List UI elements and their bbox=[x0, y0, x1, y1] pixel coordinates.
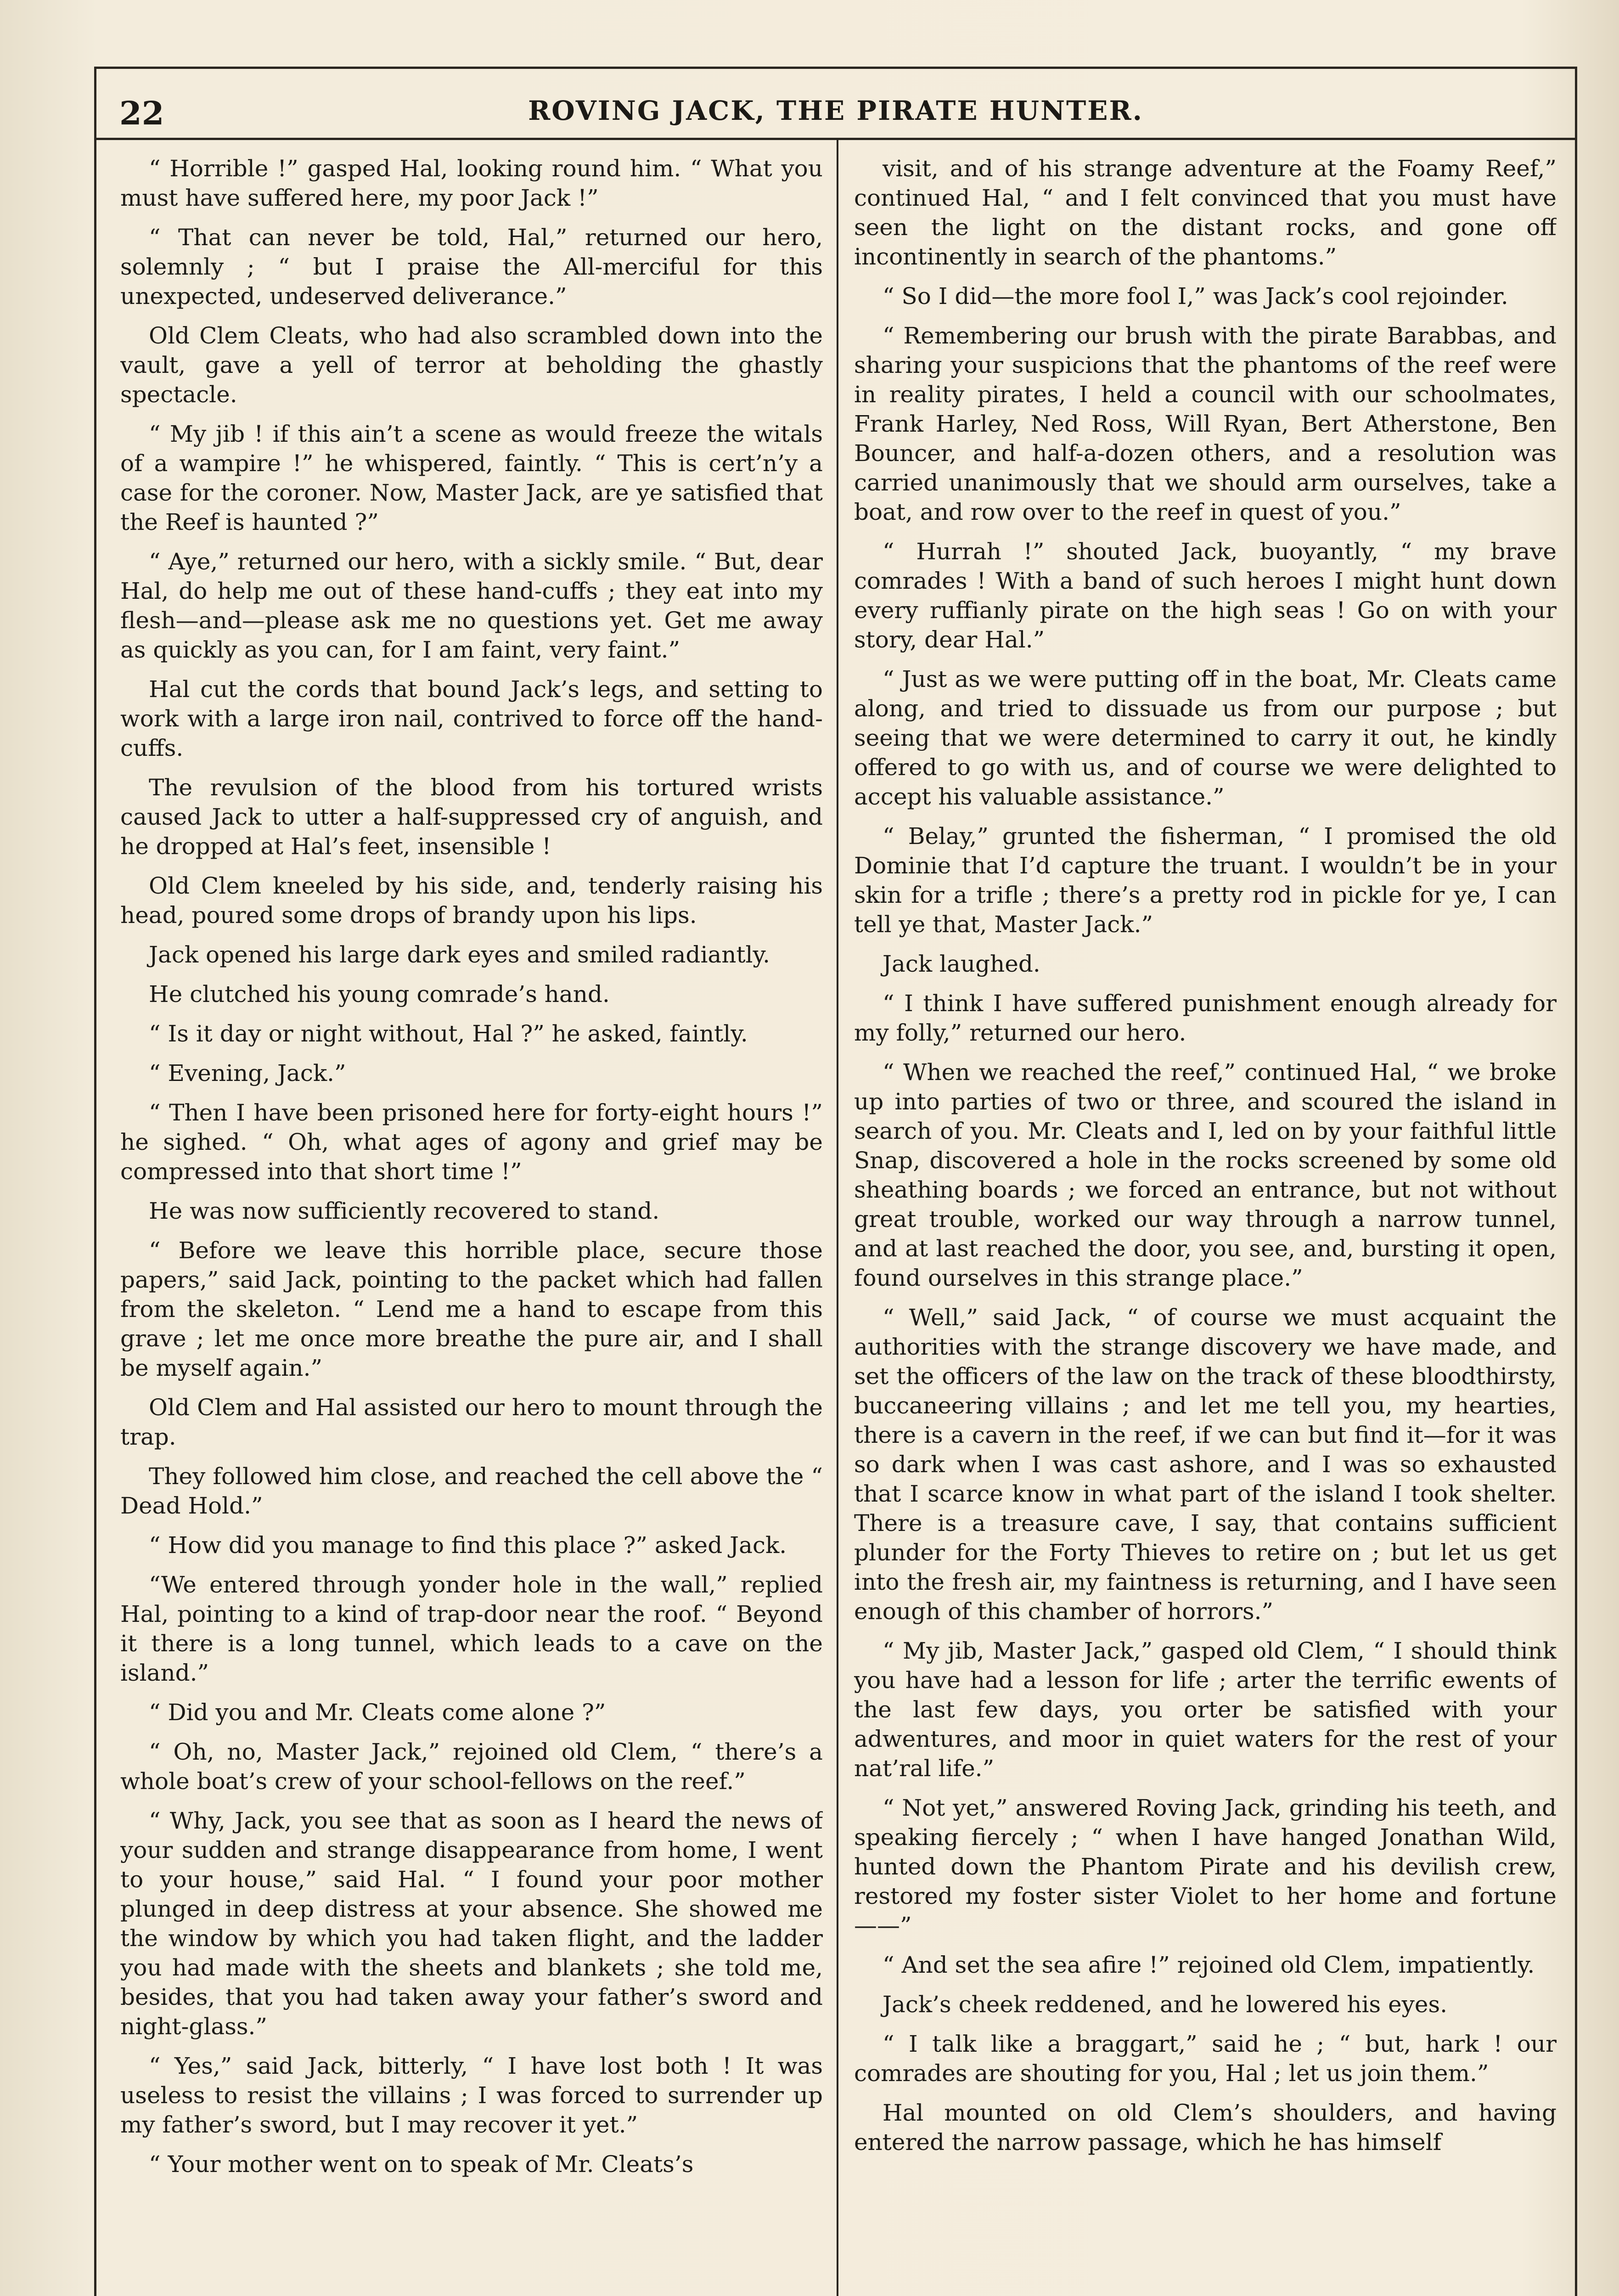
paragraph: Jack opened his large dark eyes and smiled radiantly. bbox=[149, 941, 770, 968]
paragraph: Old Clem Cleats, who had also scrambled down into the vault, gave a yell of terror at beholding the ghastly spectacle. bbox=[120, 322, 823, 408]
paragraph: “ Horrible !” gasped Hal, looking round him. “ What you must have suffered here, my poor Jack !” bbox=[120, 155, 823, 211]
text-column-right bbox=[854, 154, 1557, 2296]
paragraph: visit, and of his strange adventure at the Foamy Reef,” continued Hal, “ and I felt convinced that you must have seen the light on the distant rocks, and gone off incontinently in search of the phantoms.” bbox=[854, 155, 1557, 270]
paragraph: He was now sufficiently recovered to stand. bbox=[149, 1198, 660, 1224]
paragraph: Old Clem and Hal assisted our hero to mount through the trap. bbox=[120, 1394, 823, 1450]
paragraph: “ Before we leave this horrible place, secure those papers,” said Jack, pointing to the packet which had fallen from the skeleton. “ Lend me a hand to escape from this grave ; let me once more breathe the pure air, and I shall be myself again.” bbox=[120, 1237, 823, 1381]
paragraph: “ Aye,” returned our hero, with a sickly smile. “ But, dear Hal, do help me out of these hand-cuffs ; they eat into my flesh—and—please ask me no questions yet. Get me away as quickly as you can, for I am faint, very faint.” bbox=[120, 548, 823, 663]
paragraph: “ My jib ! if this ain’t a scene as would freeze the witals of a wampire !” he whispered, faintly. “ This is cert’n’y a case for the coroner. Now, Master Jack, are ye satisfied that the Reef is haunted ?” bbox=[120, 421, 823, 535]
paragraph: “ Yes,” said Jack, bitterly, “ I have lost both ! It was useless to resist the villains ; I was forced to surrender up my father’s sword, but I may recover it yet.” bbox=[120, 2053, 823, 2138]
paragraph: “ Is it day or night without, Hal ?” he asked, faintly. bbox=[149, 1020, 748, 1047]
paragraph: “ Hurrah !” shouted Jack, buoyantly, “ my brave comrades ! With a band of such heroes I might hunt down every ruffianly pirate on the high seas ! Go on with your story, dear Hal.” bbox=[854, 538, 1557, 653]
paragraph: “ I talk like a braggart,” said he ; “ but, hark ! our comrades are shouting for you, Hal ; let us join them.” bbox=[854, 2031, 1557, 2087]
page-number: 22 bbox=[119, 94, 164, 132]
paragraph: “ That can never be told, Hal,” returned our hero, solemnly ; “ but I praise the All-merciful for this unexpected, undeserved deliverance.” bbox=[120, 224, 823, 310]
column-divider bbox=[837, 140, 838, 2296]
paragraph: Hal cut the cords that bound Jack’s legs, and setting to work with a large iron nail, contrived to force off the hand-cuffs. bbox=[120, 676, 823, 761]
paragraph: Jack laughed. bbox=[883, 951, 1040, 977]
paragraph: “ Evening, Jack.” bbox=[149, 1060, 346, 1086]
paragraph: “ Just as we were putting off in the boat, Mr. Cleats came along, and tried to dissuade us from our purpose ; but seeing that we were determined to carry it out, he kindly offered to go with us, and of course we were delighted to accept his valuable assistance.” bbox=[854, 666, 1557, 810]
paragraph: “ When we reached the reef,” continued Hal, “ we broke up into parties of two or three, and scoured the island in search of you. Mr. Cleats and I, led on by your faithful little Snap, discovered a hole in the rocks screened by some old sheathing boards ; we forced an entrance, but not without great trouble, worked our way through a narrow tunnel, and at last reached the door, you see, and, bursting it open, found ourselves in this strange place.” bbox=[854, 1059, 1557, 1291]
paragraph: “ I think I have suffered punishment enough already for my folly,” returned our hero. bbox=[854, 990, 1557, 1046]
paragraph: “ My jib, Master Jack,” gasped old Clem, “ I should think you have had a lesson for life ; arter the terrific ewents of the last few days, you orter be satisfied with your adwentures, and moor in quiet waters for the rest of your nat’ral life.” bbox=[854, 1638, 1557, 1782]
header-rule bbox=[94, 138, 1577, 140]
paragraph: Hal mounted on old Clem’s shoulders, and having entered the narrow passage, which he has himself bbox=[854, 2099, 1557, 2155]
paragraph: “ Belay,” grunted the fisherman, “ I promised the old Dominie that I’d capture the truant. I wouldn’t be in your skin for a trifle ; there’s a pretty rod in pickle for ye, I can tell ye that, Master Jack.” bbox=[854, 823, 1557, 938]
running-title: ROVING JACK, THE PIRATE HUNTER. bbox=[528, 95, 1143, 126]
paragraph: “ And set the sea afire !” rejoined old Clem, impatiently. bbox=[883, 1952, 1535, 1978]
paragraph: “ Your mother went on to speak of Mr. Cleats’s bbox=[149, 2151, 694, 2178]
paragraph: “ Remembering our brush with the pirate Barabbas, and sharing your suspicions that the phantoms of the reef were in reality pirates, I held a council with our schoolmates, Frank Harley, Ned Ross, Will Ryan, Bert Atherstone, Ben Bouncer, and half-a-dozen others, and a resolution was carried unanimously that we should arm ourselves, take a boat, and row over to the reef in quest of you.” bbox=[854, 322, 1557, 525]
paragraph: “ How did you manage to find this place ?” asked Jack. bbox=[149, 1532, 787, 1559]
paragraph: Jack’s cheek reddened, and he lowered his eyes. bbox=[883, 1991, 1448, 2018]
paragraph: “ So I did—the more fool I,” was Jack’s cool rejoinder. bbox=[883, 283, 1508, 310]
paragraph: “ Oh, no, Master Jack,” rejoined old Clem, “ there’s a whole boat’s crew of your school-fellows on the reef.” bbox=[120, 1739, 823, 1795]
paragraph: “ Then I have been prisoned here for forty-eight hours !” he sighed. “ Oh, what ages of agony and grief may be compressed into that short time !” bbox=[120, 1099, 823, 1185]
paragraph: He clutched his young comrade’s hand. bbox=[149, 981, 610, 1007]
paragraph: “ Did you and Mr. Cleats come alone ?” bbox=[149, 1699, 606, 1726]
paragraph: Old Clem kneeled by his side, and, tenderly raising his head, poured some drops of brandy upon his lips. bbox=[120, 872, 823, 929]
paragraph: The revulsion of the blood from his tortured wrists caused Jack to utter a half-suppressed cry of anguish, and he dropped at Hal’s feet, insensible ! bbox=[120, 774, 823, 860]
paragraph: “ Not yet,” answered Roving Jack, grinding his teeth, and speaking fiercely ; “ when I have hanged Jonathan Wild, hunted down the Phantom Pirate and his devilish crew, restored my foster sister Violet to her home and fortune——” bbox=[854, 1795, 1557, 1939]
paragraph: “ Well,” said Jack, “ of course we must acquaint the authorities with the strange discovery we have made, and set the officers of the law on the track of these bloodthirsty, buccaneering villains ; and let me tell you, my hearties, there is a cavern in the reef, if we can but find it—for it was so dark when I was cast ashore, and I was so exhausted that I scarce know in what part of the island I took shelter. There is a treasure cave, I say, that contains sufficient plunder for the Forty Thieves to retire on ; but let us get into the fresh air, my faintness is returning, and I have seen enough of this chamber of horrors.” bbox=[854, 1304, 1557, 1625]
paragraph: “We entered through yonder hole in the wall,” replied Hal, pointing to a kind of trap-door near the roof. “ Beyond it there is a long tunnel, which leads to a cave on the island.” bbox=[120, 1571, 823, 1686]
paragraph: “ Why, Jack, you see that as soon as I heard the news of your sudden and strange disappearance from home, I went to your house,” said Hal. “ I found your poor mother plunged in deep distress at your absence. She showed me the window by which you had taken flight, and the ladder you had made with the sheets and blankets ; she told me, besides, that you had taken away your father’s sword and night-glass.” bbox=[120, 1807, 823, 2040]
paragraph: They followed him close, and reached the cell above the “ Dead Hold.” bbox=[120, 1463, 823, 1519]
running-header bbox=[115, 85, 1557, 142]
text-column-left bbox=[120, 154, 823, 2296]
